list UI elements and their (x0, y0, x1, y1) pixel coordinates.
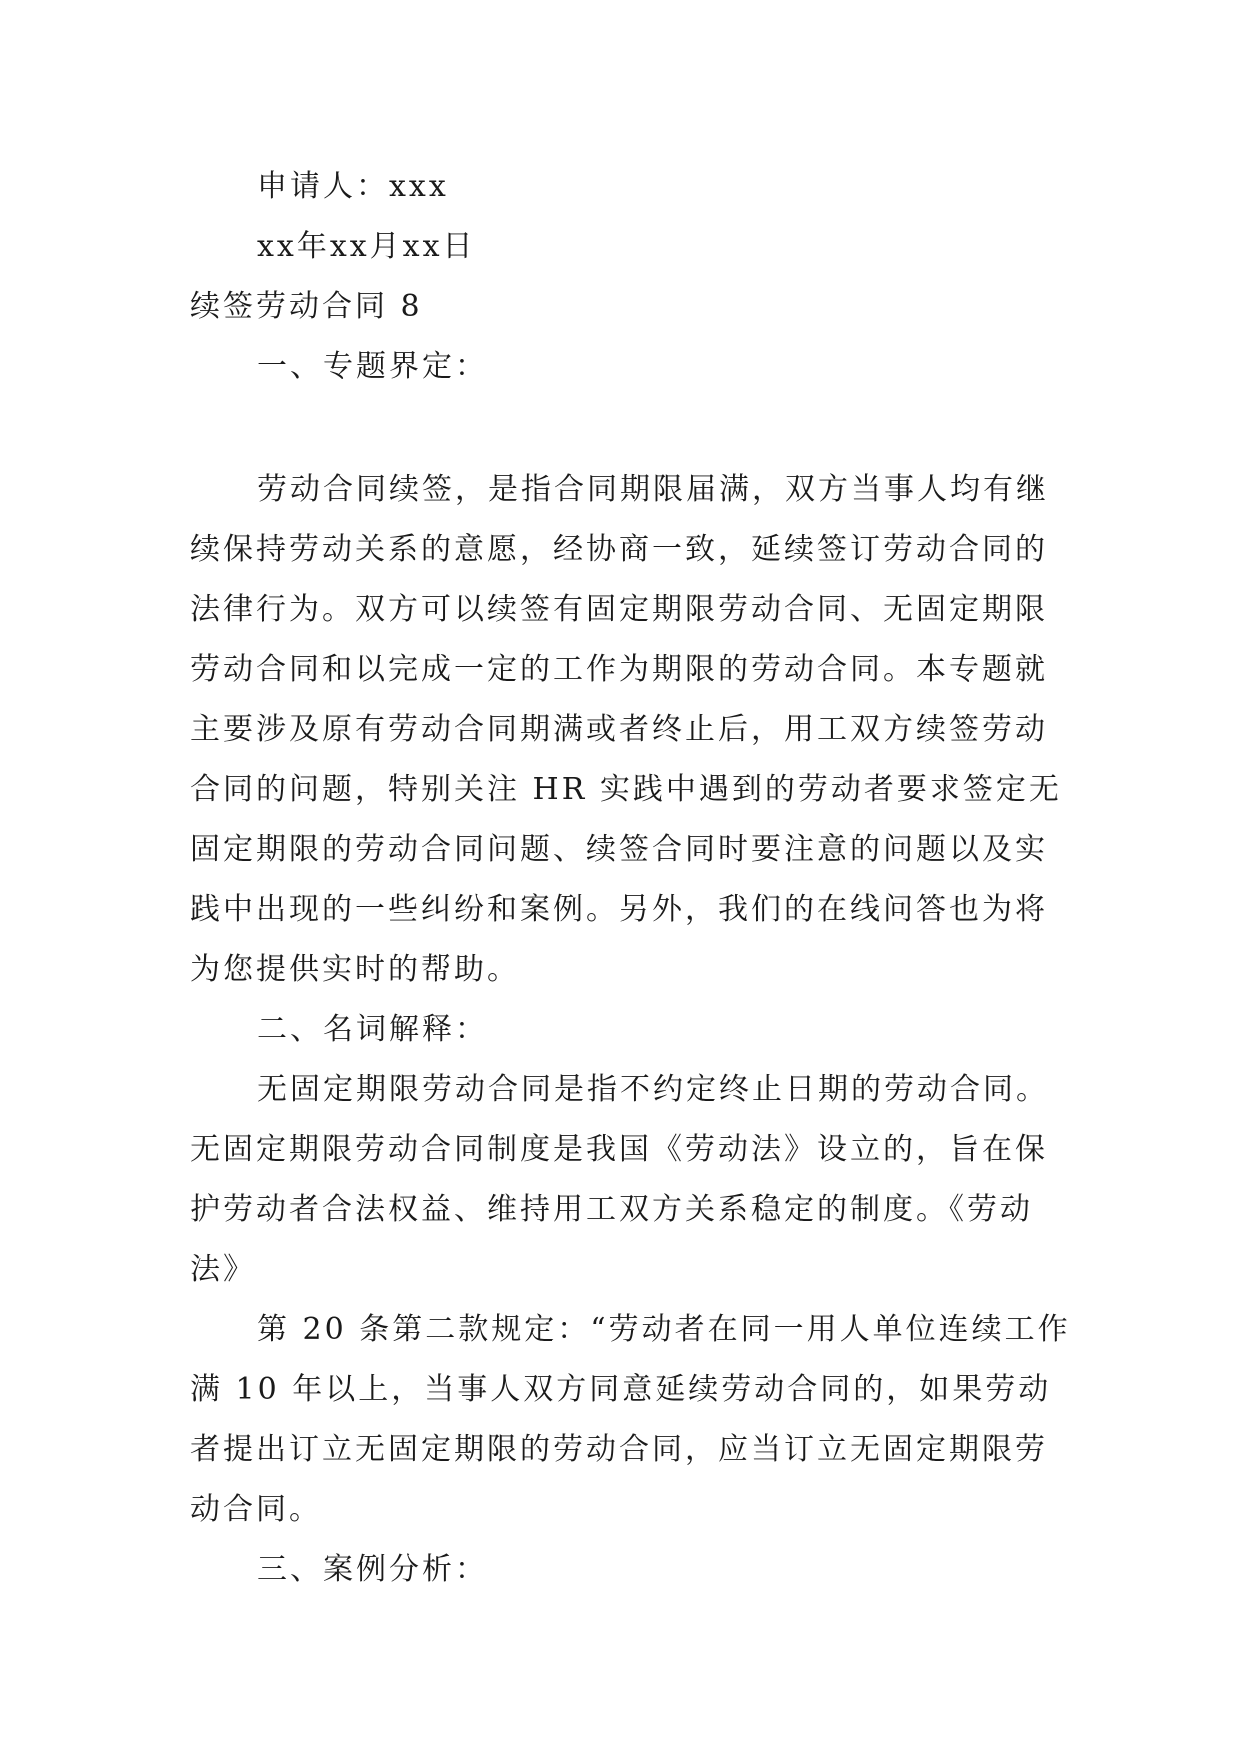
heading-term-explanation: 二、名词解释： (257, 1012, 488, 1047)
paragraph-line: 合同的问题，特别关注 HR 实践中遇到的劳动者要求签定无 (190, 772, 1062, 807)
paragraph-line: 护劳动者合法权益、维持用工双方关系稳定的制度。《劳动 (190, 1192, 1033, 1227)
paragraph-line: 动合同。 (190, 1492, 322, 1527)
paragraph-line: 无固定期限劳动合同制度是我国《劳动法》设立的，旨在保 (190, 1132, 1048, 1167)
paragraph-line: 固定期限的劳动合同问题、续签合同时要注意的问题以及实 (190, 832, 1048, 867)
date-line: xx年xx月xx日 (257, 229, 476, 264)
heading-topic-definition: 一、专题界定： (257, 349, 488, 384)
paragraph-line: 者提出订立无固定期限的劳动合同，应当订立无固定期限劳 (190, 1432, 1048, 1467)
paragraph-line: 满 10 年以上，当事人双方同意延续劳动合同的，如果劳动 (190, 1372, 1052, 1407)
section-title: 续签劳动合同 8 (190, 289, 423, 324)
paragraph-line: 主要涉及原有劳动合同期满或者终止后，用工双方续签劳动 (190, 712, 1048, 747)
paragraph-line: 续保持劳动关系的意愿，经协商一致，延续签订劳动合同的 (190, 532, 1048, 567)
paragraph-line: 法》 (190, 1252, 256, 1287)
heading-case-analysis: 三、案例分析： (257, 1552, 488, 1587)
paragraph-line: 法律行为。双方可以续签有固定期限劳动合同、无固定期限 (190, 592, 1048, 627)
paragraph-line: 无固定期限劳动合同是指不约定终止日期的劳动合同。 (257, 1072, 1049, 1107)
paragraph-line: 劳动合同和以完成一定的工作为期限的劳动合同。本专题就 (190, 652, 1048, 687)
paragraph-line: 践中出现的一些纠纷和案例。另外，我们的在线问答也为将 (190, 892, 1048, 927)
paragraph-line: 劳动合同续签，是指合同期限届满，双方当事人均有继 (257, 472, 1049, 507)
applicant-line: 申请人：xxx (257, 169, 449, 204)
paragraph-line: 为您提供实时的帮助。 (190, 952, 520, 987)
paragraph-line: 第 20 条第二款规定：“劳动者在同一用人单位连续工作 (257, 1312, 1071, 1347)
